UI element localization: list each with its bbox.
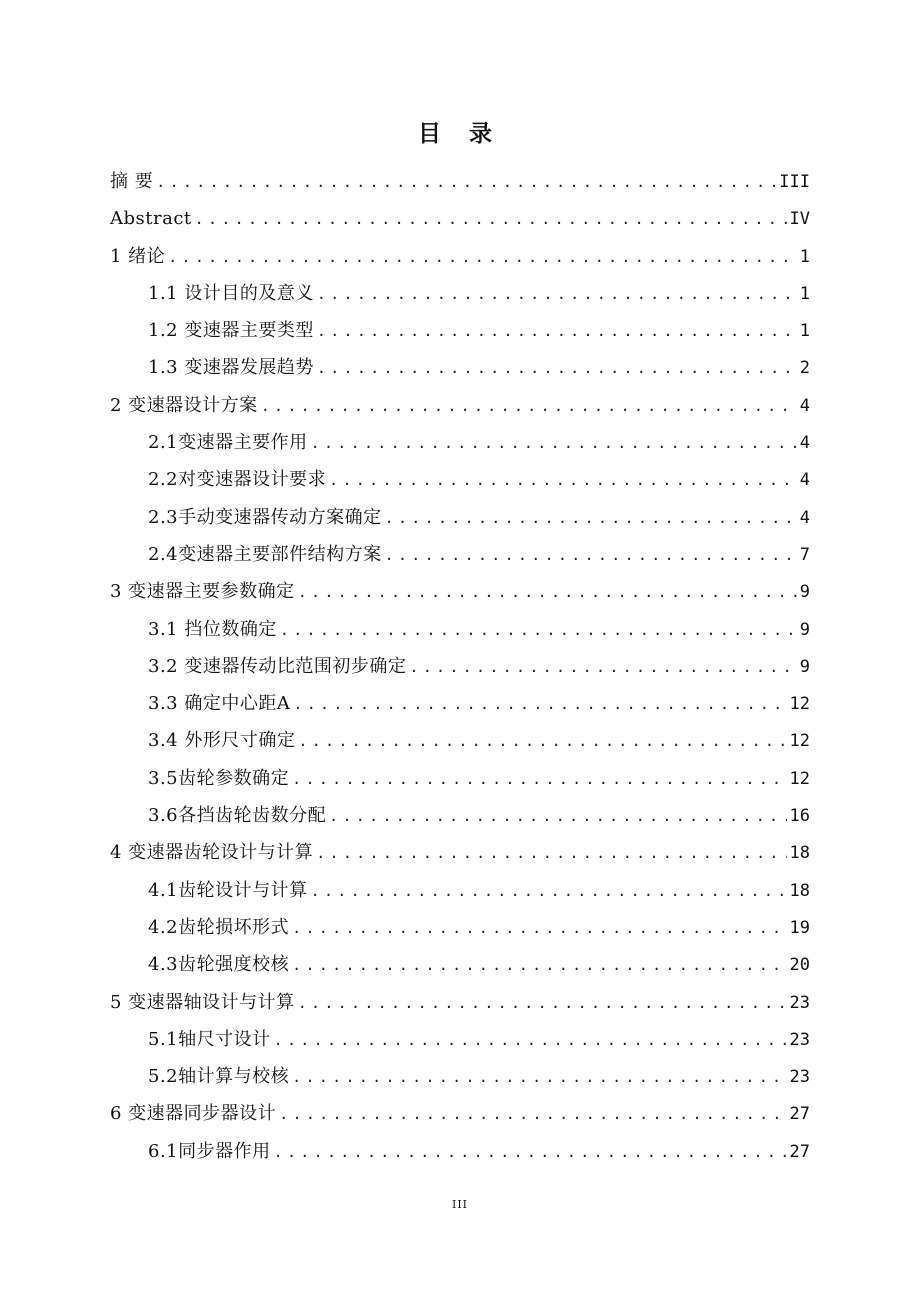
toc-entry-label: 4.3齿轮强度校核 [148,954,290,976]
toc-entry[interactable] [110,797,810,834]
toc-dot-leader [385,537,797,574]
toc-entry-page-number: 27 [789,1104,810,1125]
table-of-contents [110,163,810,1170]
toc-entry-label: 3 变速器主要参数确定 [110,581,295,603]
toc-entry-page-number: 7 [799,544,810,565]
toc-entry[interactable] [110,312,810,349]
toc-dot-leader [385,500,797,537]
toc-entry-label: 4.2齿轮损坏形式 [148,916,290,938]
toc-entry-page-number: 19 [789,917,810,938]
toc-entry[interactable] [110,387,810,424]
toc-entry[interactable] [110,573,810,610]
toc-dot-leader [298,985,787,1022]
toc-entry[interactable] [110,349,810,386]
toc-dot-leader [409,649,796,686]
toc-entry[interactable] [110,461,810,498]
toc-dot-leader [311,873,787,910]
toc-dot-leader [316,835,786,872]
toc-entry-label: 摘 要 [110,171,154,192]
toc-entry-page-number: 20 [789,955,810,976]
toc-dot-leader [274,1022,787,1059]
toc-entry-page-number: 27 [789,1141,810,1162]
toc-entry[interactable] [110,536,810,573]
toc-entry-label: 3.3 确定中心距A [148,693,291,715]
toc-entry-page-number: 16 [789,806,810,827]
toc-entry[interactable] [110,275,810,312]
toc-dot-leader [261,388,797,425]
toc-entry[interactable] [110,499,810,536]
toc-entry-page-number: 9 [799,582,810,603]
toc-entry-label: 3.4 外形尺寸确定 [148,730,296,752]
toc-entry-label: 4 变速器齿轮设计与计算 [110,842,314,864]
toc-entry-page-number: 23 [789,1067,810,1088]
toc-entry-page-number: 2 [799,358,810,379]
toc-entry[interactable] [110,685,810,722]
toc-dot-leader [168,239,797,276]
toc-entry[interactable] [110,984,810,1021]
toc-entry-label: 6 变速器同步器设计 [110,1103,277,1125]
footer-page-number: III [451,1198,469,1211]
toc-entry-page-number: 4 [799,507,810,528]
toc-entry-page-number: 4 [799,433,810,454]
toc-entry[interactable] [110,611,810,648]
toc-entry-label: 2.2对变速器设计要求 [148,469,327,491]
toc-entry-label: 6.1同步器作用 [148,1140,271,1162]
toc-entry-page-number: 23 [789,1029,810,1050]
toc-dot-leader [280,612,797,649]
toc-entry[interactable] [110,1095,810,1132]
toc-dot-leader [292,947,786,984]
toc-entry-label: 1.3 变速器发展趋势 [148,357,314,379]
toc-entry-label: Abstract [110,208,192,230]
toc-entry[interactable] [110,872,810,909]
toc-dot-leader [292,761,786,798]
toc-dot-leader [298,574,797,611]
toc-entry-label: 5.2轴计算与校核 [148,1066,290,1088]
toc-dot-leader [156,164,776,201]
toc-entry-label: 1.2 变速器主要类型 [148,320,314,342]
toc-entry-page-number: 12 [789,731,810,752]
toc-entry-page-number: IV [789,209,810,230]
toc-entry-page-number: III [779,172,810,192]
toc-dot-leader [292,1059,786,1096]
toc-entry[interactable] [110,760,810,797]
toc-dot-leader [279,1096,786,1133]
toc-entry[interactable] [110,909,810,946]
toc-dot-leader [311,425,797,462]
toc-entry[interactable] [110,834,810,871]
toc-entry-page-number: 1 [799,246,810,267]
toc-entry-label: 2.1变速器主要作用 [148,432,308,454]
toc-entry-label: 2.3手动变速器传动方案确定 [148,506,382,528]
toc-dot-leader [298,723,786,760]
toc-dot-leader [195,201,787,238]
toc-dot-leader [293,686,786,723]
toc-entry-page-number: 4 [799,470,810,491]
toc-entry-label: 2 变速器设计方案 [110,394,258,416]
toc-entry[interactable] [110,1058,810,1095]
toc-dot-leader [292,910,786,947]
toc-entry-page-number: 9 [799,619,810,640]
toc-entry-label: 3.2 变速器传动比范围初步确定 [148,655,407,677]
toc-entry-page-number: 18 [789,880,810,901]
toc-entry-page-number: 1 [799,321,810,342]
toc-entry-label: 2.4变速器主要部件结构方案 [148,543,382,565]
toc-entry-label: 5 变速器轴设计与计算 [110,991,295,1013]
toc-entry[interactable] [110,946,810,983]
toc-entry-page-number: 18 [789,843,810,864]
toc-entry-page-number: 9 [799,656,810,677]
toc-entry-label: 5.1轴尺寸设计 [148,1028,271,1050]
toc-entry-label: 3.1 挡位数确定 [148,618,277,640]
toc-dot-leader [317,276,797,313]
toc-entry-page-number: 1 [799,283,810,304]
toc-entry-page-number: 12 [789,768,810,789]
toc-entry-label: 3.5齿轮参数确定 [148,767,290,789]
toc-entry-label: 1 绪论 [110,245,166,267]
toc-dot-leader [329,798,786,835]
toc-entry-label: 4.1齿轮设计与计算 [148,879,308,901]
toc-entry-page-number: 4 [799,395,810,416]
toc-entry-page-number: 23 [789,992,810,1013]
toc-entry[interactable] [110,1021,810,1058]
toc-entry[interactable] [110,648,810,685]
toc-dot-leader [274,1134,787,1171]
toc-entry[interactable] [110,424,810,461]
toc-entry[interactable] [110,1133,810,1170]
toc-entry-label: 1.1 设计目的及意义 [148,282,314,304]
toc-entry[interactable] [110,722,810,759]
toc-entry-label: 3.6各挡齿轮齿数分配 [148,805,327,827]
toc-entry[interactable] [110,200,810,237]
toc-entry-page-number: 12 [789,694,810,715]
toc-entry[interactable] [110,238,810,275]
toc-entry[interactable] [110,163,810,200]
page-title: 目 录 [417,121,502,147]
toc-dot-leader [317,350,797,387]
toc-dot-leader [317,313,797,350]
toc-dot-leader [329,462,797,499]
